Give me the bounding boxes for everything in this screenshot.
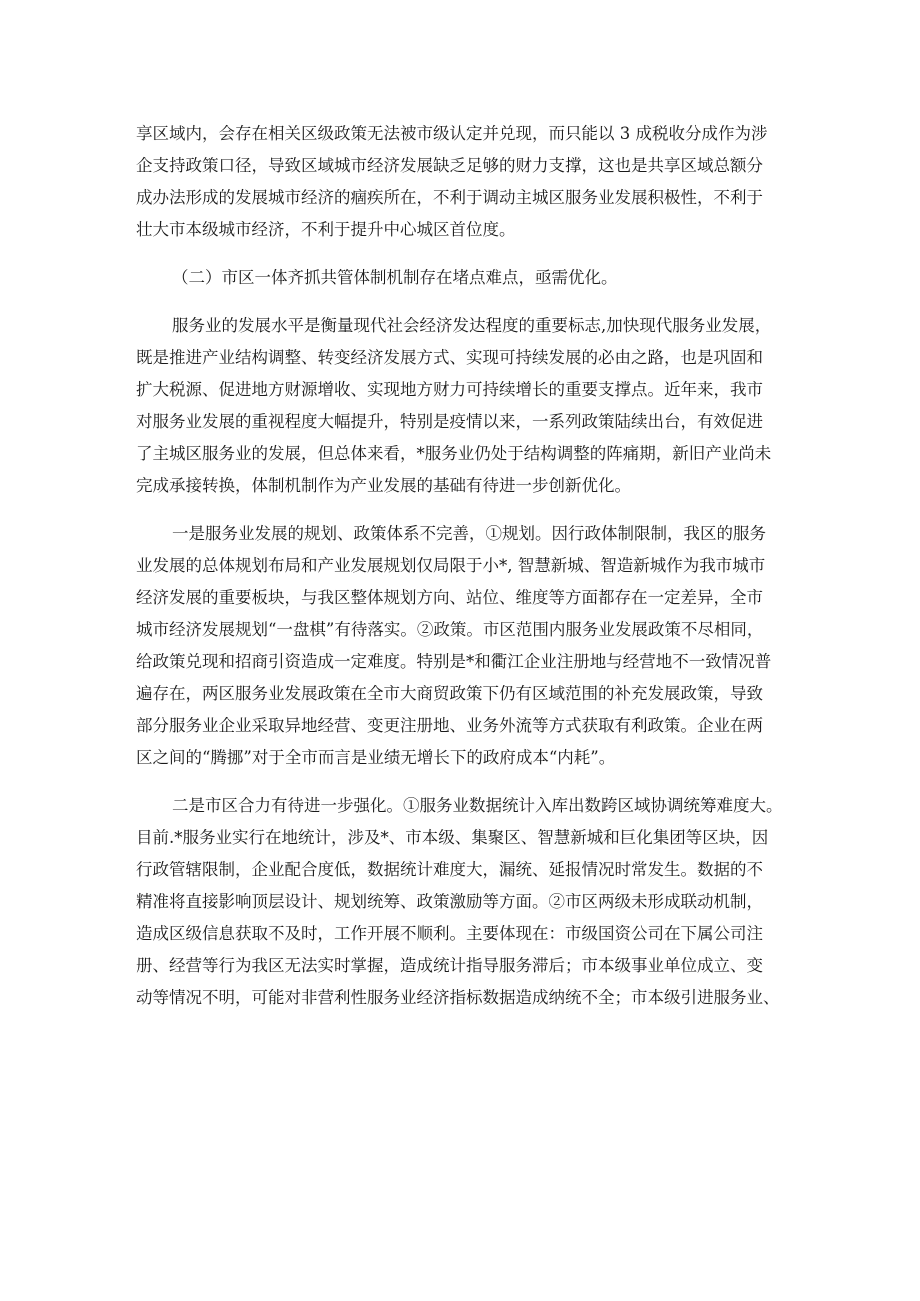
text-line: 造成区级信息获取不及时，工作开展不顺利。主要体现在：市级国资公司在下属公司注: [136, 924, 763, 943]
paragraph-3: [136, 310, 788, 502]
text-line: 册、经营等行为我区无法实时掌握，造成统计指导服务滞后；市本级事业单位成立、变: [136, 956, 763, 975]
text-line: 遍存在，两区服务业发展政策在全市大商贸政策下仍有区域范围的补充发展政策，导致: [136, 684, 763, 703]
text-line: 经济发展的重要板块，与我区整体规划方向、站位、维度等方面都存在一定差异，全市: [136, 588, 763, 607]
document-body: [136, 118, 788, 1014]
paragraph-gap: [136, 294, 788, 310]
paragraph-gap: [136, 774, 788, 790]
text-line: 区之间的“腾挪”对于全市而言是业绩无增长下的政府成本“内耗”。: [136, 748, 616, 767]
text-line: 完成承接转换，体制机制作为产业发展的基础有待进一步创新优化。: [136, 476, 631, 495]
paragraph-gap: [136, 502, 788, 518]
text-line: 城市经济发展规划“一盘棋”有待落实。②政策。市区范围内服务业发展政策不尽相同，: [136, 620, 764, 639]
paragraph-gap: [136, 246, 788, 262]
text-line: 给政策兑现和招商引资造成一定难度。特别是*和衢江企业注册地与经营地不一致情况普: [136, 652, 772, 671]
paragraph-4: [136, 518, 788, 774]
text-line: 享区域内，会存在相关区级政策无法被市级认定并兑现，而只能以 3 成税收分成作为涉: [136, 124, 768, 143]
text-line: 行政管辖限制，企业配合度低，数据统计难度大，漏统、延报情况时常发生。数据的不: [136, 860, 763, 879]
text-line: 扩大税源、促进地方财源增收、实现地方财力可持续增长的重要支撑点。近年来，我市: [136, 380, 763, 399]
text-line: 二是市区合力有待进一步强化。①服务业数据统计入库出数跨区域协调统筹难度大。: [172, 796, 783, 815]
text-line: 服务业的发展水平是衡量现代社会经济发达程度的重要标志,加快现代服务业发展，: [172, 316, 772, 335]
text-line: 企支持政策口径，导致区域城市经济发展缺乏足够的财力支撑，这也是共享区域总额分: [136, 156, 763, 175]
text-line: 一是服务业发展的规划、政策体系不完善，①规划。因行政体制限制，我区的服务: [172, 524, 766, 543]
text-line: 业发展的总体规划布局和产业发展规划仅局限于小*, 智慧新城、智造新城作为我市城市: [136, 556, 766, 575]
text-line: 既是推进产业结构调整、转变经济发展方式、实现可持续发展的必由之路，也是巩固和: [136, 348, 763, 367]
text-line: 精准将直接影响顶层设计、规划统筹、政策激励等方面。②市区两级未形成联动机制，: [136, 892, 763, 911]
text-line: 对服务业发展的重视程度大幅提升，特别是疫情以来，一系列政策陆续出台，有效促进: [136, 412, 763, 431]
text-line: 目前.*服务业实行在地统计，涉及*、市本级、集聚区、智慧新城和巨化集团等区块，因: [136, 828, 769, 847]
text-line: 动等情况不明，可能对非营利性服务业经济指标数据造成纳统不全；市本级引进服务业、: [136, 988, 780, 1007]
section-heading-text: （二）市区一体齐抓共管体制机制存在堵点难点，亟需优化。: [172, 268, 618, 287]
section-heading: [136, 262, 788, 294]
text-line: 壮大市本级城市经济，不利于提升中心城区首位度。: [136, 220, 516, 239]
text-line: 了主城区服务业的发展，但总体来看，*服务业仍处于结构调整的阵痛期，新旧产业尚未: [136, 444, 772, 463]
text-line: 成办法形成的发展城市经济的痼疾所在，不利于调动主城区服务业发展积极性，不利于: [136, 188, 763, 207]
text-line: 部分服务业企业采取异地经营、变更注册地、业务外流等方式获取有利政策。企业在两: [136, 716, 763, 735]
paragraph-1: [136, 118, 788, 246]
paragraph-5: [136, 790, 788, 1014]
